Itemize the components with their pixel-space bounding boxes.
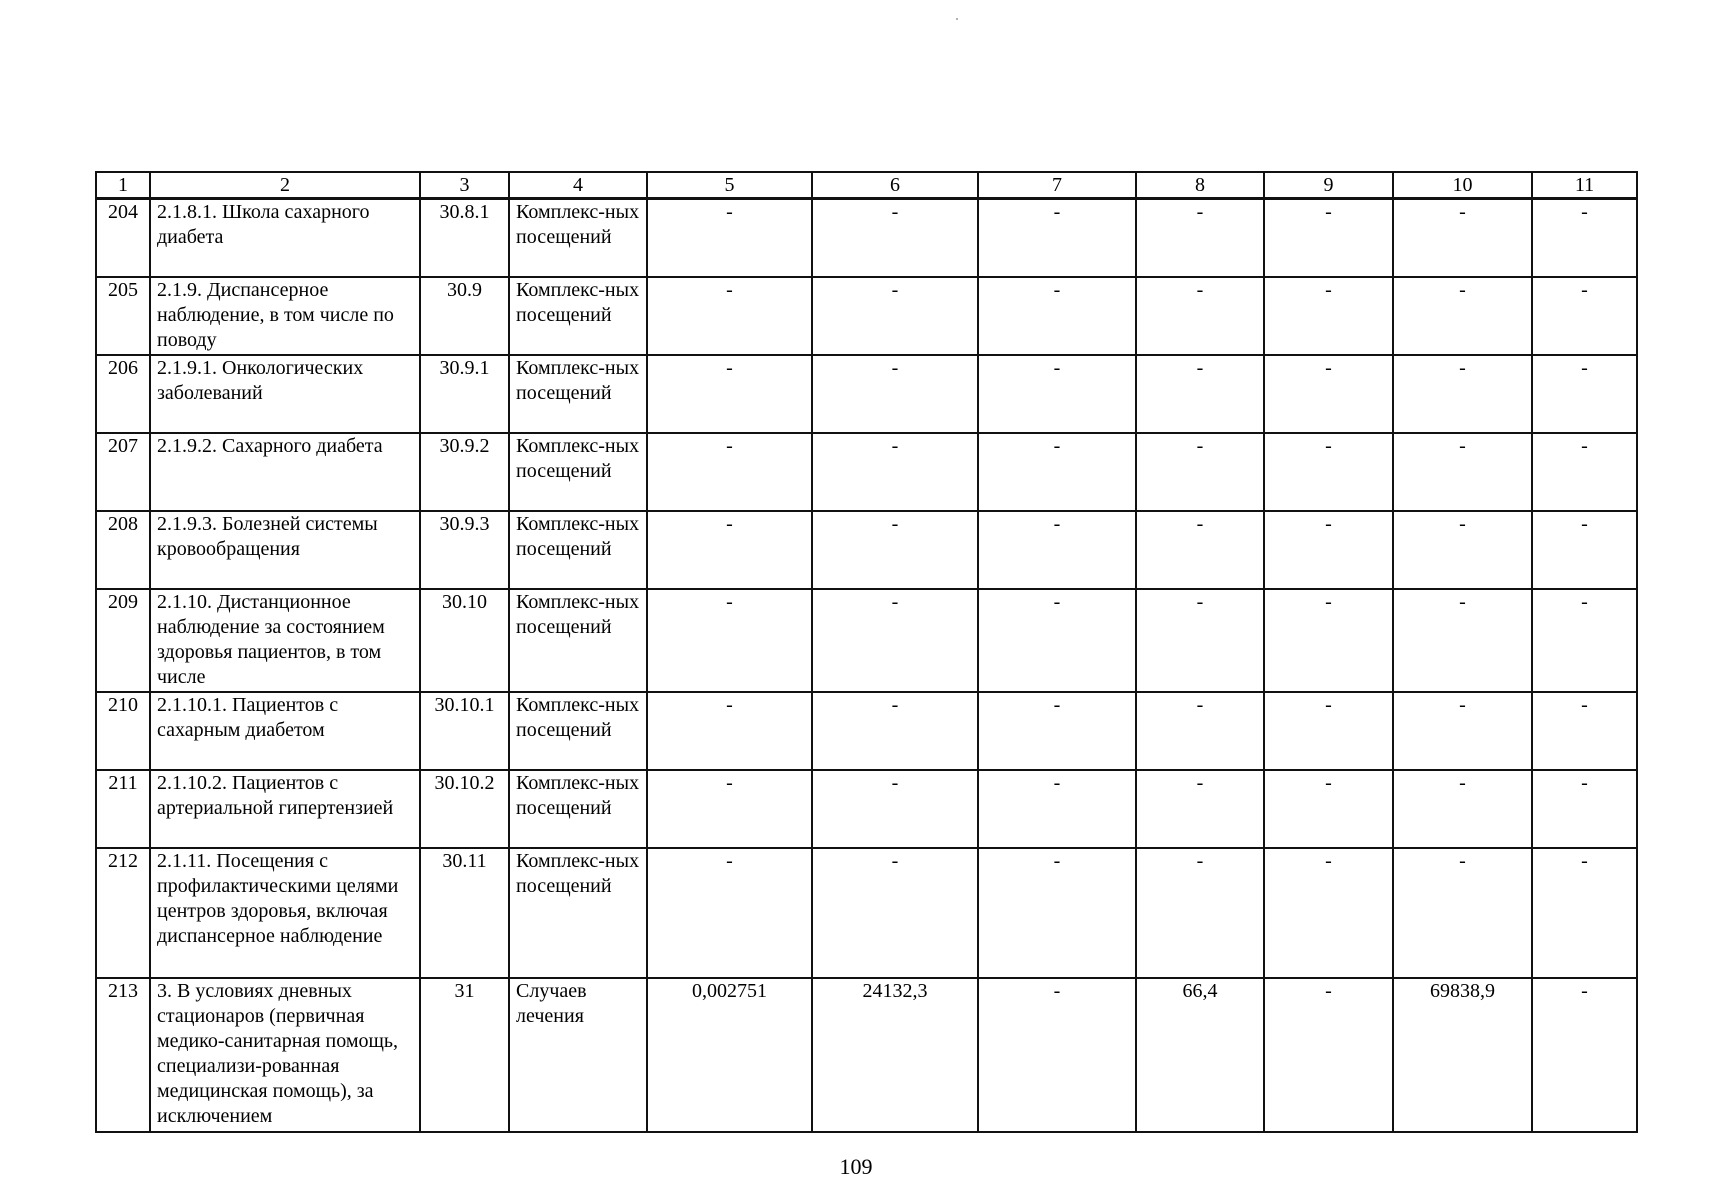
row-code: 30.8.1	[420, 199, 509, 277]
row-number: 205	[96, 277, 150, 355]
value-cell: -	[812, 277, 978, 355]
row-code: 30.9	[420, 277, 509, 355]
header-cell: 10	[1393, 172, 1532, 199]
value-cell: -	[978, 770, 1136, 848]
value-cell: -	[978, 511, 1136, 589]
value-cell: -	[1532, 692, 1637, 770]
value-cell: -	[1264, 770, 1393, 848]
value-cell: -	[812, 433, 978, 511]
value-cell: -	[1264, 277, 1393, 355]
value-cell: -	[1393, 692, 1532, 770]
value-cell: -	[1136, 511, 1264, 589]
row-code: 30.10.1	[420, 692, 509, 770]
value-cell: -	[1532, 355, 1637, 433]
header-cell: 1	[96, 172, 150, 199]
value-cell: -	[978, 433, 1136, 511]
row-name: 2.1.11. Посещения с профилактическими целями центров здоровья, включая диспансерное наблюдение	[150, 848, 420, 978]
header-cell: 6	[812, 172, 978, 199]
value-cell: -	[1393, 355, 1532, 433]
value-cell: -	[812, 199, 978, 277]
value-cell: -	[1264, 978, 1393, 1132]
value-cell: -	[647, 433, 812, 511]
value-cell: -	[812, 848, 978, 978]
value-cell: -	[978, 277, 1136, 355]
value-cell: -	[1136, 589, 1264, 692]
row-name: 2.1.9. Диспансерное наблюдение, в том числе по поводу	[150, 277, 420, 355]
row-code: 30.10.2	[420, 770, 509, 848]
value-cell: -	[1393, 589, 1532, 692]
row-unit: Комплекс-ных посещений	[509, 848, 647, 978]
value-cell: -	[1264, 199, 1393, 277]
value-cell: -	[647, 848, 812, 978]
row-name: 2.1.10.2. Пациентов с артериальной гипертензией	[150, 770, 420, 848]
header-row	[96, 172, 1637, 199]
value-cell: -	[1532, 277, 1637, 355]
scan-speck	[956, 18, 958, 20]
value-cell: -	[1532, 770, 1637, 848]
value-cell: -	[1136, 848, 1264, 978]
row-name: 2.1.9.1. Онкологических заболеваний	[150, 355, 420, 433]
value-cell: -	[1393, 770, 1532, 848]
row-number: 207	[96, 433, 150, 511]
row-code: 30.9.1	[420, 355, 509, 433]
value-cell: -	[1136, 199, 1264, 277]
value-cell: -	[647, 692, 812, 770]
value-cell: -	[812, 770, 978, 848]
value-cell: -	[1532, 589, 1637, 692]
table-row	[96, 355, 1637, 433]
row-number: 210	[96, 692, 150, 770]
value-cell: -	[647, 511, 812, 589]
value-cell: -	[1136, 770, 1264, 848]
value-cell: -	[1136, 277, 1264, 355]
value-cell: -	[1393, 848, 1532, 978]
value-cell: -	[647, 277, 812, 355]
value-cell: -	[978, 199, 1136, 277]
row-code: 30.11	[420, 848, 509, 978]
row-number: 204	[96, 199, 150, 277]
header-cell: 4	[509, 172, 647, 199]
value-cell: -	[1136, 355, 1264, 433]
row-code: 30.10	[420, 589, 509, 692]
value-cell: -	[1532, 511, 1637, 589]
value-cell: -	[647, 355, 812, 433]
row-number: 206	[96, 355, 150, 433]
row-name: 2.1.10.1. Пациентов с сахарным диабетом	[150, 692, 420, 770]
row-unit: Комплекс-ных посещений	[509, 355, 647, 433]
header-cell: 7	[978, 172, 1136, 199]
value-cell: 69838,9	[1393, 978, 1532, 1132]
header-cell: 2	[150, 172, 420, 199]
value-cell: -	[812, 692, 978, 770]
value-cell: -	[1393, 277, 1532, 355]
row-code: 30.9.2	[420, 433, 509, 511]
value-cell: -	[1532, 433, 1637, 511]
row-unit: Комплекс-ных посещений	[509, 199, 647, 277]
row-name: 2.1.10. Дистанционное наблюдение за состоянием здоровья пациентов, в том числе	[150, 589, 420, 692]
table-row	[96, 277, 1637, 355]
value-cell: -	[1532, 199, 1637, 277]
value-cell: -	[1264, 433, 1393, 511]
value-cell: 0,002751	[647, 978, 812, 1132]
value-cell: -	[1136, 692, 1264, 770]
value-cell: -	[1264, 848, 1393, 978]
row-number: 209	[96, 589, 150, 692]
value-cell: -	[647, 199, 812, 277]
row-unit: Комплекс-ных посещений	[509, 433, 647, 511]
row-unit: Комплекс-ных посещений	[509, 511, 647, 589]
row-number: 213	[96, 978, 150, 1132]
value-cell: -	[647, 770, 812, 848]
table-row	[96, 848, 1637, 978]
value-cell: -	[1136, 433, 1264, 511]
value-cell: -	[1532, 848, 1637, 978]
value-cell: -	[978, 589, 1136, 692]
value-cell: -	[1264, 511, 1393, 589]
value-cell: -	[1264, 692, 1393, 770]
value-cell: -	[1393, 433, 1532, 511]
value-cell: -	[812, 511, 978, 589]
row-code: 31	[420, 978, 509, 1132]
value-cell: -	[1393, 511, 1532, 589]
table-row	[96, 589, 1637, 692]
value-cell: -	[978, 355, 1136, 433]
row-unit: Комплекс-ных посещений	[509, 692, 647, 770]
value-cell: -	[812, 589, 978, 692]
value-cell: 24132,3	[812, 978, 978, 1132]
header-cell: 3	[420, 172, 509, 199]
value-cell: -	[978, 848, 1136, 978]
row-code: 30.9.3	[420, 511, 509, 589]
row-unit: Комплекс-ных посещений	[509, 277, 647, 355]
table-row	[96, 199, 1637, 277]
table-row	[96, 978, 1637, 1132]
row-number: 211	[96, 770, 150, 848]
value-cell: -	[1532, 978, 1637, 1132]
value-cell: 66,4	[1136, 978, 1264, 1132]
value-cell: -	[1393, 199, 1532, 277]
table-row	[96, 511, 1637, 589]
header-cell: 11	[1532, 172, 1637, 199]
row-unit: Комплекс-ных посещений	[509, 589, 647, 692]
header-cell: 5	[647, 172, 812, 199]
value-cell: -	[812, 355, 978, 433]
value-cell: -	[1264, 355, 1393, 433]
header-cell: 9	[1264, 172, 1393, 199]
value-cell: -	[1264, 589, 1393, 692]
page-number: 109	[839, 1154, 873, 1179]
row-unit: Комплекс-ных посещений	[509, 770, 647, 848]
row-name: 2.1.8.1. Школа сахарного диабета	[150, 199, 420, 277]
row-number: 212	[96, 848, 150, 978]
row-number: 208	[96, 511, 150, 589]
table-row	[96, 433, 1637, 511]
row-name: 3. В условиях дневных стационаров (первичная медико-санитарная помощь, специализи-рованная медицинская помощь), за исключением	[150, 978, 420, 1132]
header-cell: 8	[1136, 172, 1264, 199]
value-cell: -	[978, 692, 1136, 770]
row-name: 2.1.9.3. Болезней системы кровообращения	[150, 511, 420, 589]
table-row	[96, 770, 1637, 848]
value-cell: -	[647, 589, 812, 692]
data-table	[95, 171, 1638, 1133]
value-cell: -	[978, 978, 1136, 1132]
table-row	[96, 692, 1637, 770]
row-name: 2.1.9.2. Сахарного диабета	[150, 433, 420, 511]
row-unit: Случаев лечения	[509, 978, 647, 1132]
